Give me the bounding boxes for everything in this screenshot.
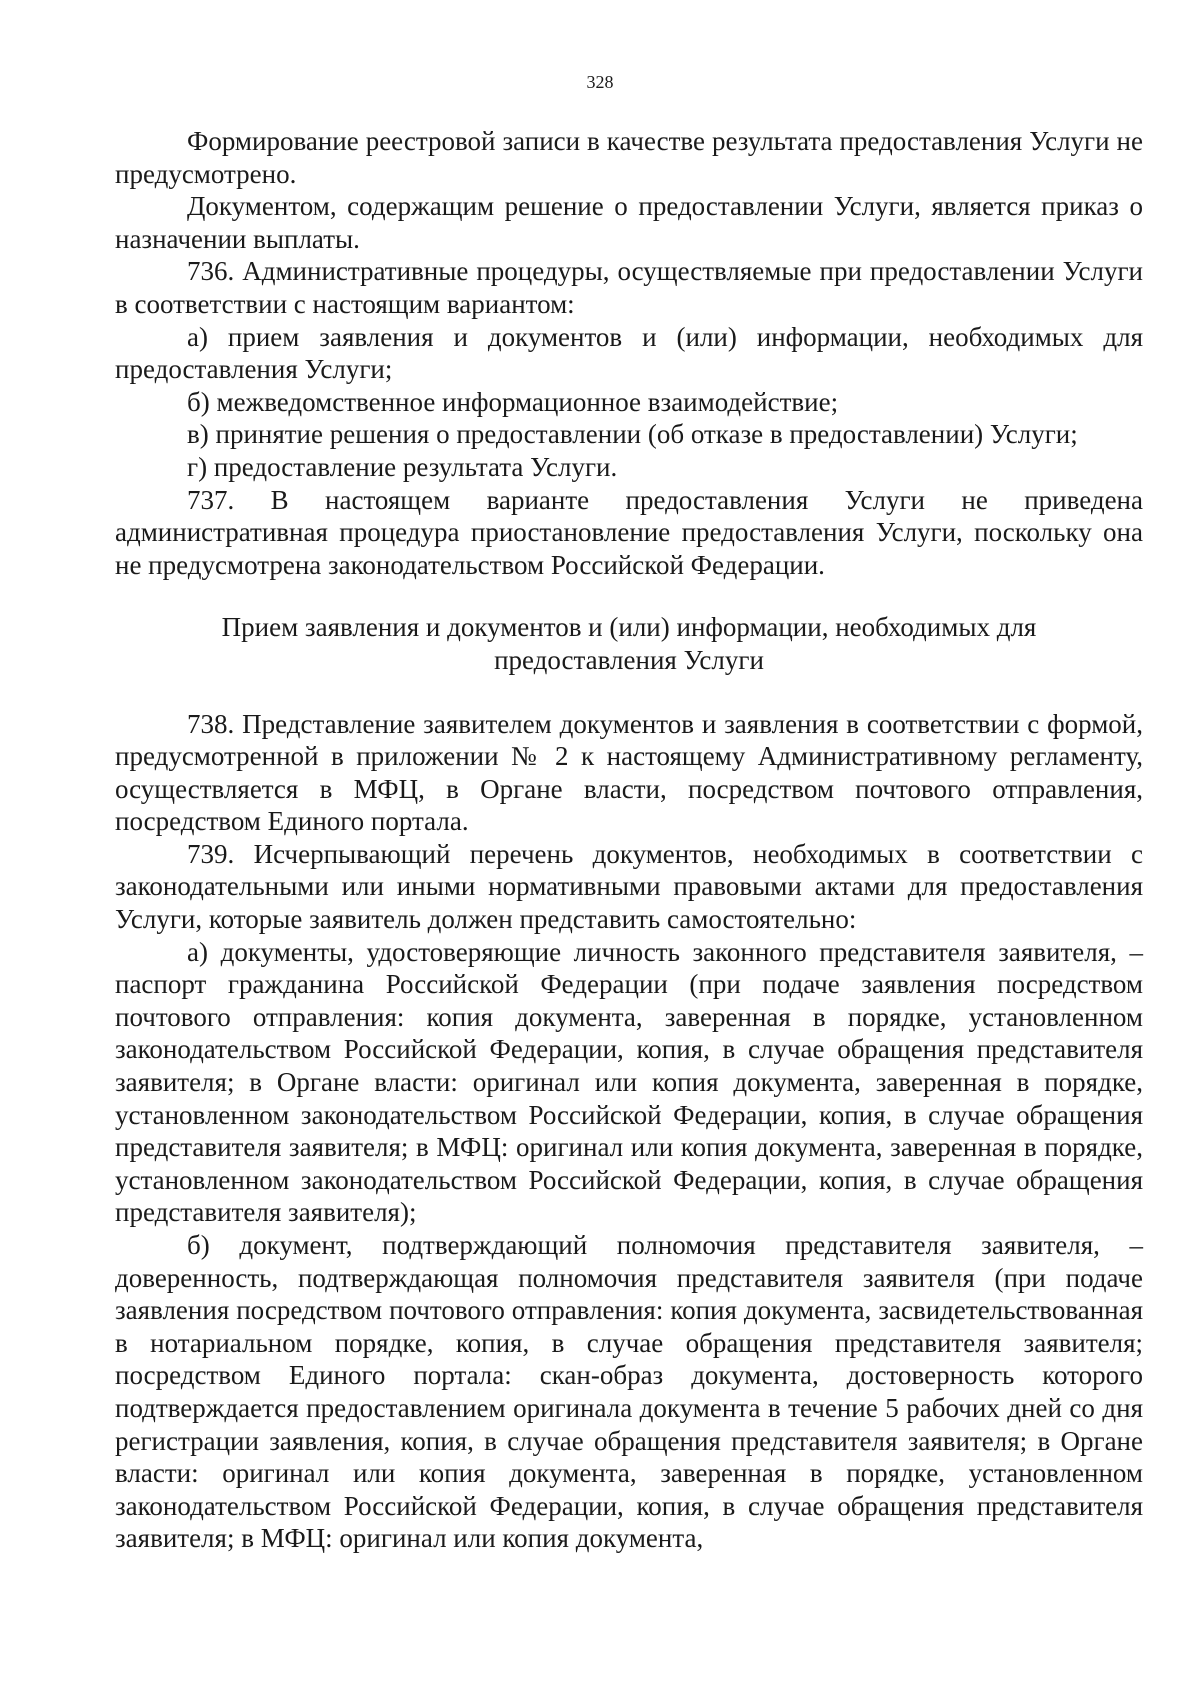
section-heading bbox=[115, 611, 1143, 676]
list-item-a: а) прием заявления и документов и (или) информации, необходимых для предоставления Услуги; bbox=[115, 321, 1143, 385]
section-heading-line: предоставления Услуги bbox=[494, 644, 764, 675]
list-item-a: а) документы, удостоверяющие личность законного представителя заявителя, – паспорт гражданина Российской Федерации (при подаче заявления посредством почтового отправления: копия документа, заверенная в порядке, установленном законодательством Российской Федерации, копия, в случае обращения представителя заявителя; в Органе власти: оригинал или копия документа, заверенная в порядке, установленном законодательством Российской Федерации, копия, в случае обращения представителя заявителя; в МФЦ: оригинал или копия документа, заверенная в порядке, установленном законодательством Российской Федерации, копия, в случае обращения представителя заявителя); bbox=[115, 936, 1143, 1228]
paragraph-item-739: 739. Исчерпывающий перечень документов, необходимых в соответствии с законодательными или иными нормативными правовыми актами для предоставления Услуги, которые заявитель должен представить самостоятельно: bbox=[115, 838, 1143, 935]
paragraph: Формирование реестровой записи в качестве результата предоставления Услуги не предусмотрено. bbox=[115, 126, 1143, 189]
document-body bbox=[115, 125, 1143, 1555]
paragraph-item-738: 738. Представление заявителем документов и заявления в соответствии с формой, предусмотренной в приложении № 2 к настоящему Административному регламенту, осуществляется в МФЦ, в Органе власти, посредством почтового отправления, посредством Единого портала. bbox=[115, 708, 1143, 837]
section-heading-line: Прием заявления и документов и (или) информации, необходимых для bbox=[221, 612, 1037, 643]
paragraph-item-736: 736. Административные процедуры, осуществляемые при предоставлении Услуги в соответствии с настоящим вариантом: bbox=[115, 256, 1143, 319]
list-item-b: б) документ, подтверждающий полномочия представителя заявителя, – доверенность, подтверждающая полномочия представителя заявителя (при подаче заявления посредством почтового отправления: копия документа, засвидетельствованная в нотариальном порядке, копия, в случае обращения представителя заявителя; посредством Единого портала: скан-образ документа, достоверность которого подтверждается предоставлением оригинала документа в течение 5 рабочих дней со дня регистрации заявления, копия, в случае обращения представителя заявителя; в Органе власти: оригинал или копия документа, заверенная в порядке, установленном законодательством Российской Федерации, копия, в случае обращения представителя заявителя; в МФЦ: оригинал или копия документа, bbox=[115, 1230, 1143, 1554]
list-item-g: г) предоставление результата Услуги. bbox=[187, 451, 618, 482]
paragraph-item-737: 737. В настоящем варианте предоставления Услуги не приведена административная процедура приостановление предоставления Услуги, поскольку она не предусмотрена законодательством Российской Федерации. bbox=[115, 484, 1143, 580]
list-item-v: в) принятие решения о предоставлении (об отказе в предоставлении) Услуги; bbox=[187, 419, 1078, 450]
paragraph: Документом, содержащим решение о предоставлении Услуги, является приказ о назначении выплаты. bbox=[115, 191, 1143, 254]
list-item-b: б) межведомственное информационное взаимодействие; bbox=[187, 386, 839, 417]
page-number: 328 bbox=[586, 72, 614, 92]
